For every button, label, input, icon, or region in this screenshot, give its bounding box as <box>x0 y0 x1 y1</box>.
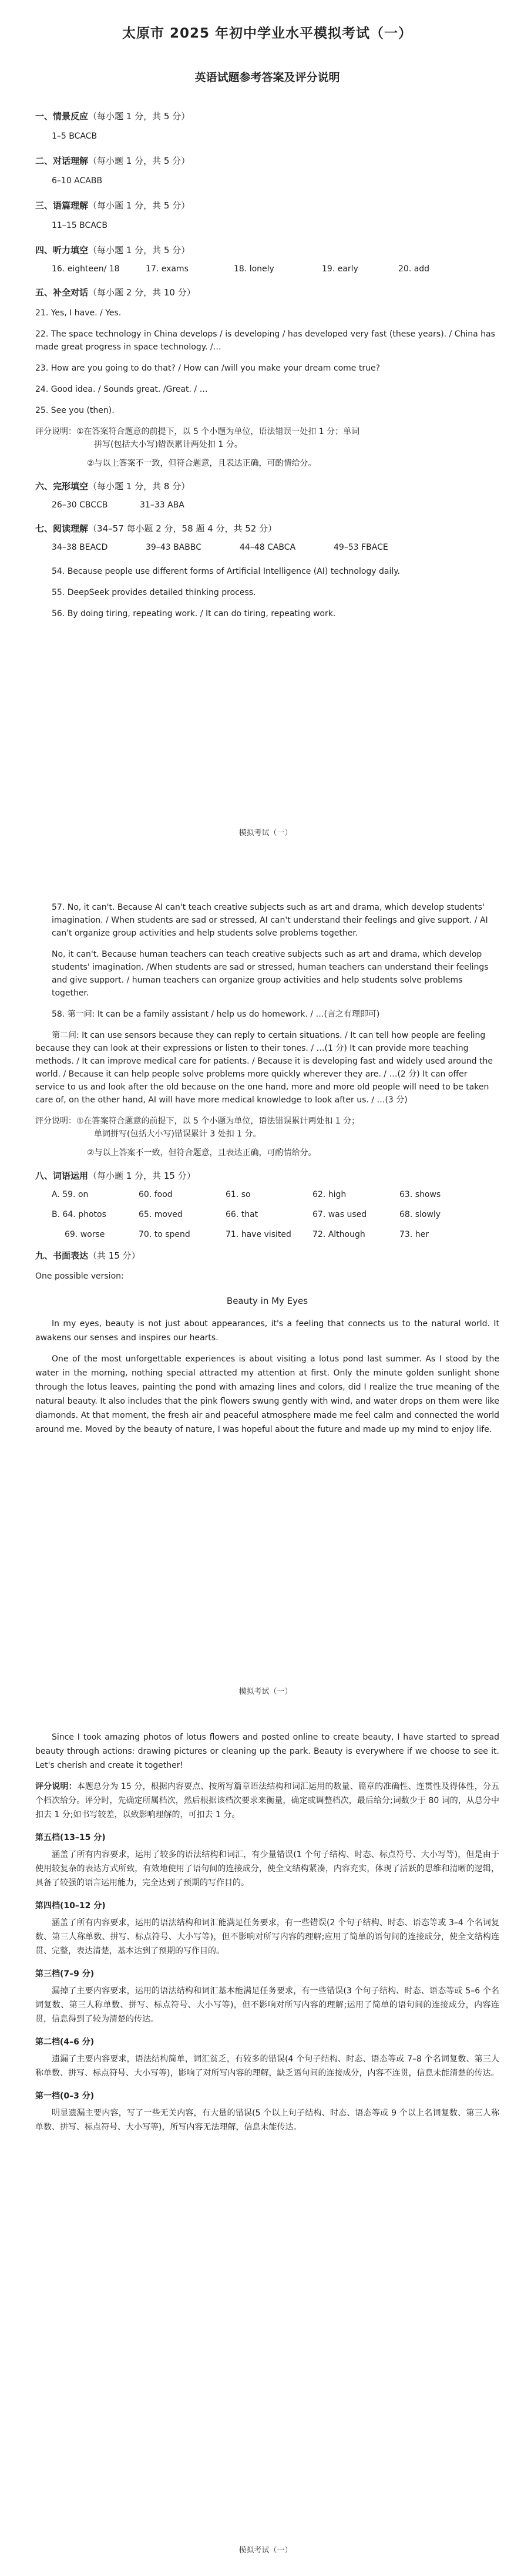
section-score: （每小题 1 分，共 15 分） <box>88 1171 196 1181</box>
answer-22: 22. The space technology in China develops / is developing / has developed very fast (these years). / China has made great progress in space technology. /… <box>35 329 495 352</box>
essay-title: Beauty in My Eyes <box>226 1296 308 1306</box>
section-8-heading <box>35 1170 499 1182</box>
answer-19: 19. early <box>322 264 358 274</box>
band-3-title: 第三档(7–9 分) <box>35 1969 95 1979</box>
section-2-answer: 6–10 ACABB <box>52 176 103 186</box>
essay-paragraph-1: In my eyes, beauty is not just about appearances, it's a feeling that connects us to the natural world. It awakens our senses and inspires our hearts. <box>35 1319 499 1343</box>
section-7-answers <box>52 543 499 552</box>
grading-note-b-2: ②与以上答案不一致，但符合题意，且表达正确，可酌情给分。 <box>87 1148 317 1158</box>
section-name: 情景反应 <box>53 111 89 122</box>
section-6-answers <box>52 500 499 510</box>
answer-65: 65. moved <box>139 1210 183 1219</box>
note-line: ①在答案符合题意的前提下，以 5 个小题为单位，语法错误一处扣 1 分；单词 <box>76 427 360 436</box>
band-5-title: 第五档(13–15 分) <box>35 1833 106 1842</box>
band-4-title: 第四档(10–12 分) <box>35 1901 106 1911</box>
answer-57-a: 57. No, it can't. Because AI can't teach creative subjects such as art and drama, which develop students' imagination. / When students are sad or stressed, AI can't understand their feelings and give support. / AI can't organize group activities and help students solve problems together. <box>52 903 488 938</box>
section-name: 词语运用 <box>53 1171 89 1181</box>
grading-label: 评分说明： <box>35 1782 77 1791</box>
section-number: 二、 <box>35 156 53 166</box>
section-number: 四、 <box>35 245 53 255</box>
answer-63: 63. shows <box>399 1190 441 1199</box>
band-3-text: 漏掉了主要内容要求，运用的语法结构和词汇基本能满足任务要求，有一些错误(3 个句子结构、时态、语态等或 5–6 个名词复数、第三人称单数、拼写、标点符号、大小写等)，但不影响对所写内容的理解;运用了简单的语句间的连接成分，内容连贯，信息得到了较为清楚的传达。 <box>35 1986 499 2024</box>
answer-25: 25. See you (then). <box>35 406 115 415</box>
section-4-answers <box>52 264 499 274</box>
section-7-heading <box>35 523 499 534</box>
answer-62: 62. high <box>312 1190 347 1199</box>
answer-69: 69. worse <box>65 1230 105 1239</box>
band-2-title: 第二档(4–6 分) <box>35 2037 95 2047</box>
answer-39-43: 39–43 BABBC <box>146 543 201 552</box>
section-6-heading <box>35 480 499 492</box>
page-1 <box>0 0 531 859</box>
section-number: 九、 <box>35 1250 53 1261</box>
answer-68: 68. slowly <box>399 1210 441 1219</box>
section-name: 阅读理解 <box>53 523 89 534</box>
answer-31-33: 31–33 ABA <box>140 500 184 510</box>
section-number: 五、 <box>35 287 53 298</box>
section-score: （34–57 每小题 2 分，58 题 4 分，共 52 分） <box>88 523 277 534</box>
grading-intro-text: 本题总分为 15 分，根据内容要点、按所写篇章语法结构和词汇运用的数量、篇章的准确性、连贯性及得体性，分五个档次给分。评分时，先确定所属档次，然后根据该档次要求来衡量，确定或调整档次，最后给分;词数少于 80 词的，从总分中扣去 1 分;如书写较差，以致影响理解的，可扣去 1 分。 <box>35 1782 500 1820</box>
answer-24: 24. Good idea. / Sounds great. /Great. / … <box>35 385 208 394</box>
answer-34-38: 34–38 BEACD <box>52 543 108 552</box>
section-number: 七、 <box>35 523 53 534</box>
section-score: （每小题 1 分，共 8 分） <box>88 481 190 492</box>
answer-44-48: 44–48 CABCA <box>240 543 296 552</box>
section-name: 补全对话 <box>53 287 89 298</box>
essay-paragraph-2: One of the most unforgettable experiences is about visiting a lotus pond last summer. As I stood by the water in the morning, nothing special attracted my attention at first. Only the minute golden sunlight shone through the lotus leaves, painting the pond with amazing lines and colors, did I realize the true meaning of the natural beauty. It also includes that the pink flowers swung gently with wind, and water drops on them were like diamonds. At that moment, the fresh air and peaceful atmosphere made me feel calm and connected the world around me. Moved by the beauty of nature, I was hopeful about the future and made up my mind to enjoy life. <box>35 1354 499 1434</box>
band-1-title: 第一档(0–3 分) <box>35 2091 95 2101</box>
answer-67: 67. was used <box>312 1210 367 1219</box>
answer-59: A. 59. on <box>52 1190 89 1199</box>
answer-16: 16. eighteen/ 18 <box>52 264 120 274</box>
section-score: （每小题 1 分，共 5 分） <box>88 156 190 166</box>
note-line: 拼写(包括大小写)错误累计两处扣 1 分。 <box>94 440 243 449</box>
answer-49-53: 49–53 FBACE <box>334 543 388 552</box>
answer-54: 54. Because people use different forms of Artificial Intelligence (AI) technology daily. <box>52 567 401 576</box>
band-4-text: 涵盖了所有内容要求，运用的语法结构和词汇能满足任务要求，有一些错误(2 个句子结构、时态、语态等或 3–4 个名词复数、第三人称单数、拼写、标点符号、大小写等)，但不影响对所写内容的理解;应用了简单的语句间的连接成分，使全文结构连贯、完整，表达清楚，基本达到了预期的写作目的。 <box>35 1918 499 1956</box>
answer-55: 55. DeepSeek provides detailed thinking process. <box>52 588 256 597</box>
answer-64: B. 64. photos <box>52 1210 106 1219</box>
answer-73: 73. her <box>399 1230 429 1239</box>
section-name: 对话理解 <box>53 156 89 166</box>
answer-70: 70. to spend <box>139 1230 190 1239</box>
document-subtitle: 英语试题参考答案及评分说明 <box>194 71 340 84</box>
section-9-heading <box>35 1250 499 1262</box>
section-number: 一、 <box>35 111 53 122</box>
answer-21: 21. Yes, I have. / Yes. <box>35 308 122 318</box>
section-1-heading <box>35 110 499 122</box>
section-8-answers <box>52 1190 499 1239</box>
note-line: 单词拼写(包括大小写)错误累计 3 处扣 1 分。 <box>94 1129 261 1139</box>
grading-note-a <box>35 425 499 451</box>
grading-intro <box>35 1780 499 1822</box>
answer-61: 61. so <box>226 1190 251 1199</box>
section-4-heading <box>35 244 499 256</box>
section-2-heading <box>35 155 499 167</box>
document-title: 太原市 2025 年初中学业水平模拟考试（一） <box>122 26 413 41</box>
answer-18: 18. lonely <box>234 264 274 274</box>
grading-note-b <box>35 1115 499 1141</box>
page-3 <box>0 1717 531 2576</box>
note-label: 评分说明： <box>35 1117 76 1126</box>
section-score: （每小题 1 分，共 5 分） <box>88 200 190 211</box>
grading-note-a-2: ②与以上答案不一致，但符合题意，且表达正确，可酌情给分。 <box>87 459 317 468</box>
page-2 <box>0 859 531 1717</box>
section-name: 书面表达 <box>53 1250 89 1261</box>
answer-71: 71. have visited <box>226 1230 291 1239</box>
section-score: （每小题 1 分，共 5 分） <box>88 245 190 255</box>
section-score: （共 15 分） <box>88 1250 140 1261</box>
answer-58-second: 第二问: It can use sensors because they can reply to certain situations. / It can tell how people are feeling because they can look at their expressions or listen to their tones. / …(1 分) It can provide more teaching methods. / It can improve medical care for patients. / Because it is developing fast and widely used around the world. / Because it can help people solve problems more quickly wherever they are. / …(2 分) It can offer service to us and look after the old because on the one hand, more and more old people will need to be taken care of, on the other hand, AI will have more medical knowledge to look after us. / …(3 分) <box>35 1031 493 1105</box>
band-2-text: 遗漏了主要内容要求，语法结构简单，词汇贫乏，有较多的错误(4 个句子结构、时态、语态等或 7–8 个名词复数、第三人称单数、拼写、标点符号、大小写等)，影响了对所写内容的理解，缺乏语句间的连接成分，内容不连贯，信息未能清楚的传达。 <box>35 2054 499 2078</box>
answer-66: 66. that <box>226 1210 258 1219</box>
answer-23: 23. How are you going to do that? / How can /will you make your dream come true? <box>35 364 381 373</box>
answer-72: 72. Although <box>312 1230 365 1239</box>
page-footer: 模拟考试（一） <box>238 1687 293 1696</box>
section-number: 六、 <box>35 481 53 492</box>
answer-58-first: 58. 第一问: It can be a family assistant / help us do homework. / …(言之有理即可) <box>52 1010 380 1019</box>
section-3-heading <box>35 200 499 211</box>
note-label: 评分说明： <box>35 427 76 436</box>
answer-57-b: No, it can't. Because human teachers can teach creative subjects such as art and drama, which develop students' imagination. /When students are sad or stressed, human teachers can understand their feelings and give support. / human teachers can organize group activities and help students solve problems together. <box>52 950 489 998</box>
answer-17: 17. exams <box>146 264 189 274</box>
page-footer: 模拟考试（一） <box>238 2546 293 2555</box>
section-1-answer: 1–5 BCACB <box>52 132 98 141</box>
section-number: 八、 <box>35 1171 53 1181</box>
note-line: ①在答案符合题意的前提下，以 5 个小题为单位，语法错误累计两处扣 1 分； <box>76 1117 360 1126</box>
section-name: 完形填空 <box>53 481 89 492</box>
section-name: 听力填空 <box>53 245 89 255</box>
essay-paragraph-3: Since I took amazing photos of lotus flowers and posted online to create beauty, I have started to spread beauty through actions: drawing pictures or cleaning up the park. Beauty is everywhere if we choose to see it. Let's cherish and create it together! <box>35 1733 499 1770</box>
answer-26-30: 26–30 CBCCB <box>52 500 108 510</box>
answer-56: 56. By doing tiring, repeating work. / It can do tiring, repeating work. <box>52 609 336 618</box>
page-footer: 模拟考试（一） <box>238 829 293 838</box>
possible-version-label: One possible version: <box>35 1272 124 1281</box>
band-1-text: 明显遗漏主要内容，写了一些无关内容，有大量的错误(5 个以上句子结构、时态、语态等或 9 个以上名词复数、第三人称单数、拼写、标点符号、大小写等)，所写内容无法理解，信息未能传达。 <box>35 2108 499 2132</box>
answer-20: 20. add <box>398 264 430 274</box>
band-5-text: 涵盖了所有内容要求，运用了较多的语法结构和词汇，有少量错误(1 个句子结构、时态、标点符号、大小写等)，但是由于使用较复杂的表达方式所致，有效地使用了语句间的连接成分，使全文结构紧凑，内容充实，体现了活跃的思维和清晰的逻辑，具备了较强的语言运用能力，完全达到了预期的写作目的。 <box>35 1850 499 1888</box>
section-score: （每小题 1 分，共 5 分） <box>88 111 190 122</box>
section-5-heading <box>35 287 499 298</box>
section-number: 三、 <box>35 200 53 211</box>
section-name: 语篇理解 <box>53 200 89 211</box>
answer-60: 60. food <box>139 1190 173 1199</box>
section-3-answer: 11–15 BCACB <box>52 221 107 230</box>
section-score: （每小题 2 分，共 10 分） <box>88 287 196 298</box>
